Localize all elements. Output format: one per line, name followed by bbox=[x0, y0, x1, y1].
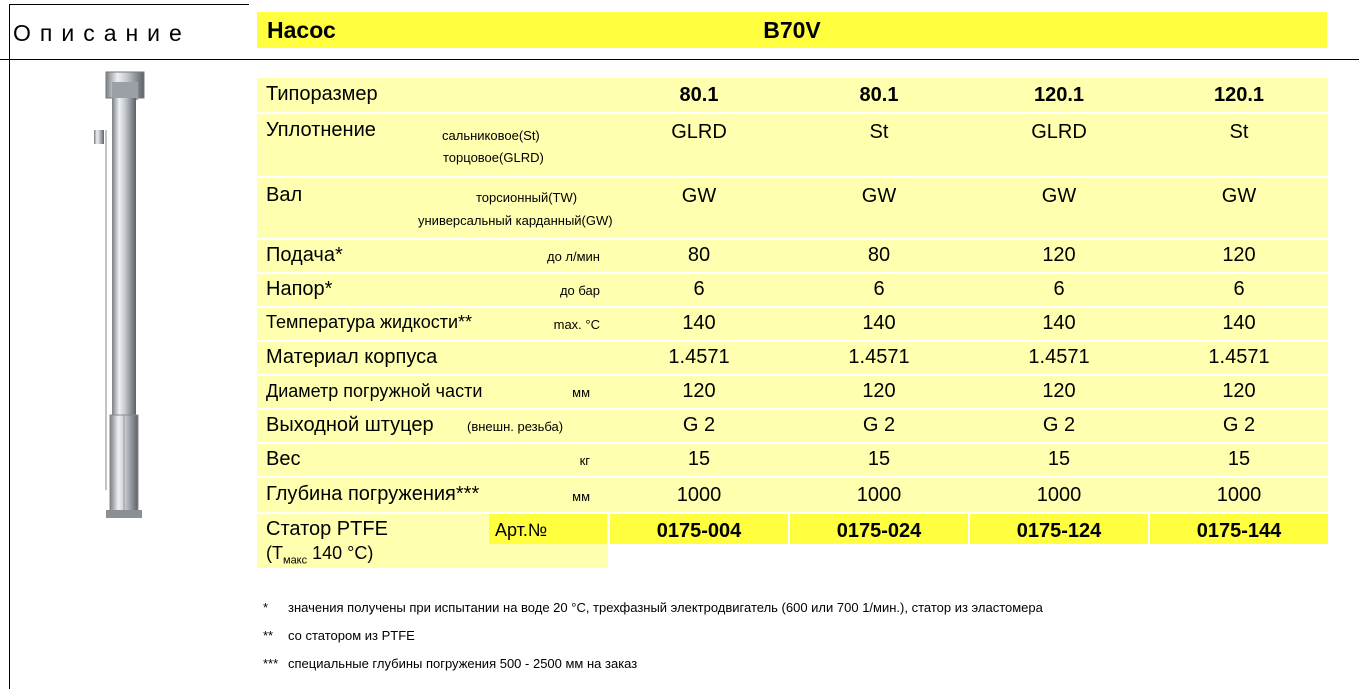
size-value: 80.1 bbox=[859, 84, 899, 106]
section-label: Описание bbox=[13, 20, 191, 46]
weight-unit: кг bbox=[579, 453, 590, 468]
flow-label: Подача* bbox=[266, 244, 343, 266]
head-label: Напор* bbox=[266, 278, 333, 300]
table-row-size bbox=[257, 78, 1328, 112]
spec-table bbox=[257, 78, 1328, 570]
title-bar bbox=[257, 12, 1327, 48]
article-number: 0175-004 bbox=[610, 514, 788, 544]
table-row-material bbox=[257, 342, 1328, 374]
seal-value: St bbox=[1229, 121, 1249, 143]
table-row-outlet bbox=[257, 410, 1328, 442]
material-value: 1.4571 bbox=[1028, 346, 1090, 368]
weight-label: Вес bbox=[266, 448, 301, 470]
shaft-label: Вал bbox=[266, 184, 303, 206]
table-row-temperature bbox=[257, 308, 1328, 340]
temperature-value: 140 bbox=[1222, 312, 1256, 334]
table-row-shaft bbox=[257, 178, 1328, 238]
outlet-value: G 2 bbox=[1042, 414, 1076, 436]
stator-temperature: ($T_{макс}$ 140 °C) bbox=[266, 543, 374, 567]
footnote-mark: ** bbox=[263, 628, 274, 643]
shaft-value: GW bbox=[1041, 185, 1077, 207]
flow-value: 80 bbox=[867, 244, 891, 266]
header-divider bbox=[0, 59, 1359, 60]
flow-value: 120 bbox=[1222, 244, 1256, 266]
material-value: 1.4571 bbox=[668, 346, 730, 368]
temperature-label: Температура жидкости** bbox=[266, 312, 473, 332]
shaft-option-cardan: универсальный карданный(GW) bbox=[418, 213, 613, 228]
seal-label: Уплотнение bbox=[266, 119, 376, 141]
head-value: 6 bbox=[693, 278, 705, 300]
temperature-value: 140 bbox=[682, 312, 716, 334]
diameter-value: 120 bbox=[1042, 380, 1076, 402]
depth-label: Глубина погружения*** bbox=[266, 483, 480, 505]
seal-value: GLRD bbox=[1031, 121, 1087, 143]
footnote-mark: *** bbox=[263, 656, 279, 671]
depth-value: 1000 bbox=[1216, 484, 1262, 506]
outlet-unit: (внешн. резьба) bbox=[467, 419, 564, 434]
diameter-value: 120 bbox=[682, 380, 716, 402]
depth-unit: мм bbox=[572, 489, 590, 504]
weight-value: 15 bbox=[687, 448, 711, 470]
table-row-weight bbox=[257, 444, 1328, 476]
head-value: 6 bbox=[873, 278, 885, 300]
product-type: Насос bbox=[267, 17, 336, 43]
article-number: 0175-124 bbox=[970, 514, 1148, 544]
outlet-value: G 2 bbox=[682, 414, 716, 436]
table-row-flow bbox=[257, 240, 1328, 272]
seal-value: GLRD bbox=[671, 121, 727, 143]
footnote-mark: * bbox=[263, 600, 269, 615]
outlet-label: Выходной штуцер bbox=[266, 414, 434, 436]
temperature-value: 140 bbox=[1042, 312, 1076, 334]
shaft-value: GW bbox=[681, 185, 717, 207]
footnote-text: специальные глубины погружения 500 - 2500 мм на заказ bbox=[288, 656, 638, 671]
frame-left-rule bbox=[9, 4, 10, 689]
table-row-stator bbox=[257, 514, 1328, 568]
shaft-value: GW bbox=[1221, 185, 1257, 207]
head-value: 6 bbox=[1233, 278, 1245, 300]
flow-value: 120 bbox=[1042, 244, 1076, 266]
article-number-label: Арт.№ bbox=[489, 514, 607, 544]
material-value: 1.4571 bbox=[848, 346, 910, 368]
weight-value: 15 bbox=[867, 448, 891, 470]
table-row-diameter bbox=[257, 376, 1328, 408]
stator-label: Статор PTFE bbox=[266, 518, 388, 540]
table-row-depth bbox=[257, 478, 1328, 512]
size-value: 120.1 bbox=[1213, 84, 1265, 106]
depth-value: 1000 bbox=[856, 484, 902, 506]
article-number: 0175-144 bbox=[1150, 514, 1328, 544]
flow-value: 80 bbox=[687, 244, 711, 266]
shaft-value: GW bbox=[861, 185, 897, 207]
shaft-option-torsion: торсионный(TW) bbox=[476, 190, 578, 205]
pump-illustration bbox=[84, 70, 164, 530]
diameter-label: Диаметр погружной части bbox=[266, 381, 483, 401]
temperature-unit: max. °C bbox=[553, 317, 600, 332]
material-label: Материал корпуса bbox=[266, 346, 438, 368]
table-row-head bbox=[257, 274, 1328, 306]
outlet-value: G 2 bbox=[1222, 414, 1256, 436]
footnote-text: со статором из PTFE bbox=[288, 628, 415, 643]
flow-unit: до л/мин bbox=[546, 249, 600, 264]
size-label: Типоразмер bbox=[266, 83, 378, 105]
frame-top-rule bbox=[9, 4, 249, 5]
outlet-value: G 2 bbox=[862, 414, 896, 436]
footnote-text: значения получены при испытании на воде 20 °C, трехфазный электродвигатель (600 или 700 1/мин.), статор из эластомера bbox=[288, 600, 1043, 615]
size-value: 80.1 bbox=[679, 84, 719, 106]
article-number: 0175-024 bbox=[790, 514, 968, 544]
diameter-value: 120 bbox=[1222, 380, 1256, 402]
material-value: 1.4571 bbox=[1208, 346, 1270, 368]
size-value: 120.1 bbox=[1033, 84, 1085, 106]
depth-value: 1000 bbox=[1036, 484, 1082, 506]
weight-value: 15 bbox=[1047, 448, 1071, 470]
diameter-unit: мм bbox=[572, 385, 590, 400]
seal-option-packing: сальниковое(St) bbox=[442, 128, 540, 143]
weight-value: 15 bbox=[1227, 448, 1251, 470]
seal-option-mechanical: торцовое(GLRD) bbox=[443, 150, 544, 165]
depth-value: 1000 bbox=[676, 484, 722, 506]
head-unit: до бар bbox=[559, 283, 600, 298]
table-row-seal bbox=[257, 114, 1328, 176]
diameter-value: 120 bbox=[862, 380, 896, 402]
product-model: B70V bbox=[763, 17, 821, 43]
temperature-value: 140 bbox=[862, 312, 896, 334]
head-value: 6 bbox=[1053, 278, 1065, 300]
seal-value: St bbox=[869, 121, 889, 143]
